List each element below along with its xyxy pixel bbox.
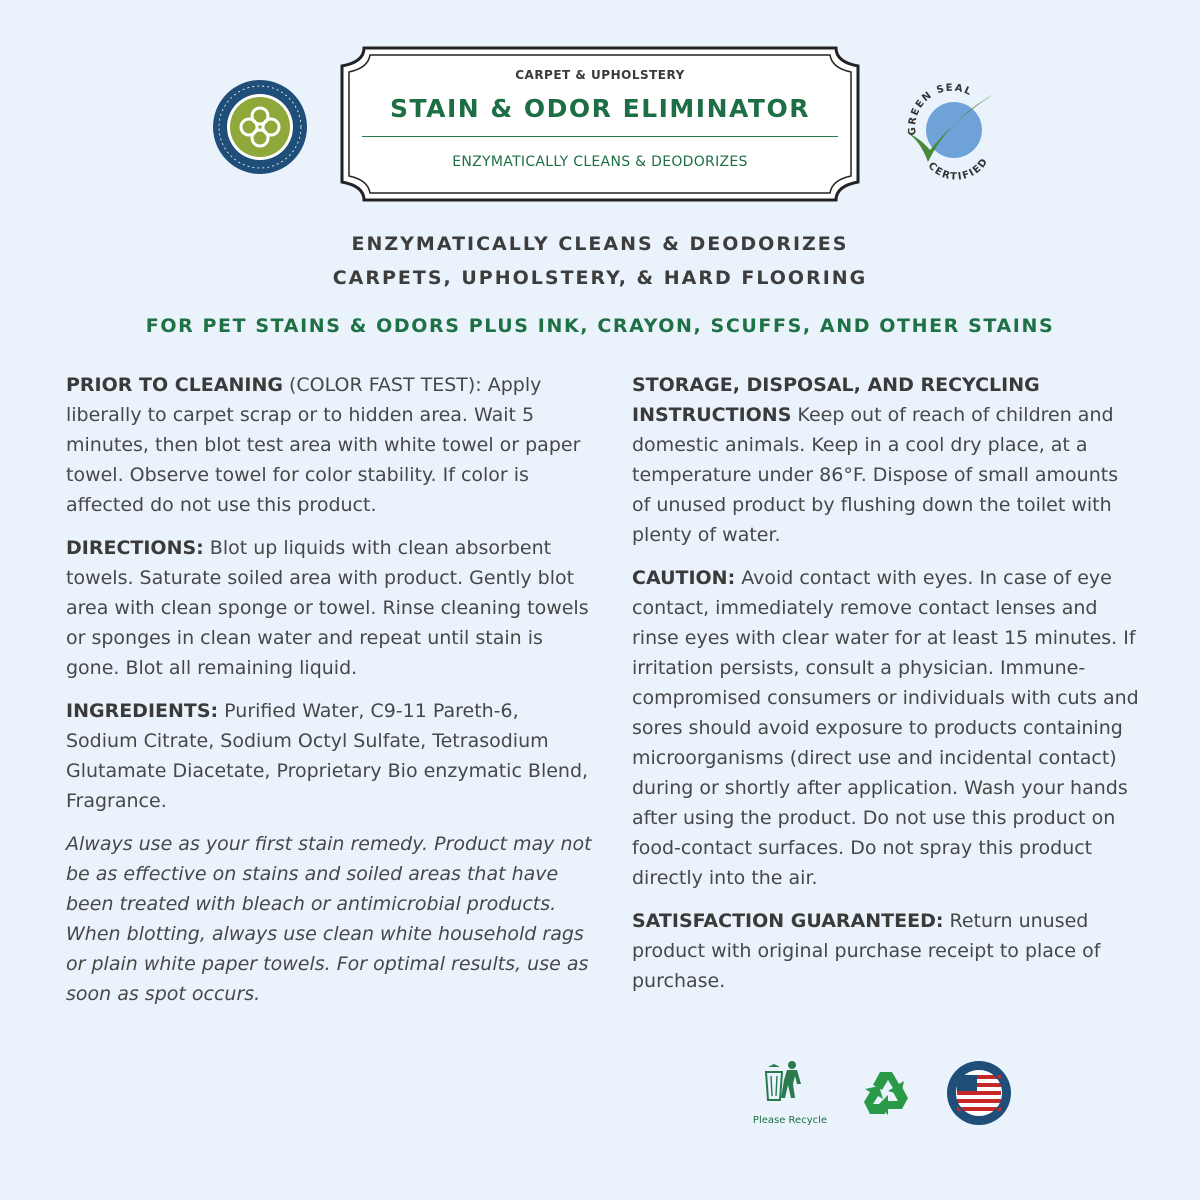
prior-to-cleaning-section: [66, 370, 594, 520]
green-seal-top-text: GREEN SEAL: [906, 82, 974, 136]
label-divider: [362, 136, 838, 137]
satisfaction-heading: SATISFACTION GUARANTEED:: [632, 910, 944, 932]
satisfaction-body: Return unused product with original purchase receipt to place of purchase.: [632, 910, 1101, 992]
green-seal-certified-icon: [898, 80, 1002, 180]
green-seal-bottom-text: CERTIFIED: [925, 155, 991, 180]
storage-body: Keep out of reach of children and domestic animals. Keep in a cool dry place, at a temperature under 86°F. Dispose of small amounts of unused product by flushing down the toilet with plenty of water.: [632, 404, 1119, 546]
tagline-surfaces: CARPETS, UPHOLSTERY, & HARD FLOORING: [332, 267, 868, 289]
recycle-symbol-icon: [858, 1068, 914, 1124]
made-in-usa-icon: [946, 1060, 1012, 1126]
bottom-icons: [740, 1056, 1040, 1136]
right-column: [632, 370, 1140, 1009]
prior-heading: PRIOR TO CLEANING: [66, 374, 283, 396]
directions-body: Blot up liquids with clean absorbent towels. Saturate soiled area with product. Gently blot area with clean sponge or towel. Rinse cleaning towels or sponges in clean water and repeat until stain is gone. Blot all remaining liquid.: [66, 537, 589, 679]
storage-section: [632, 370, 1140, 550]
label-title: STAIN & ODOR ELIMINATOR: [390, 94, 810, 123]
label-subtitle: ENZYMATICALLY CLEANS & DEODORIZES: [452, 154, 748, 170]
left-column: [66, 370, 594, 1022]
tagline-cleans: ENZYMATICALLY CLEANS & DEODORIZES: [351, 233, 849, 255]
product-label-frame: [340, 46, 860, 202]
satisfaction-section: [632, 906, 1140, 996]
ingredients-heading: INGREDIENTS:: [66, 700, 219, 722]
cri-seal-icon: [211, 78, 309, 176]
ingredients-body: Purified Water, C9-11 Pareth-6, Sodium Citrate, Sodium Octyl Sulfate, Tetrasodium Glutamate Diacetate, Proprietary Bio enzymatic Blend, Fragrance.: [66, 700, 589, 812]
please-recycle-caption: Please Recycle: [752, 1115, 828, 1126]
storage-heading: STORAGE, DISPOSAL, AND RECYCLING INSTRUCTIONS: [632, 374, 1040, 426]
prior-body: (COLOR FAST TEST): Apply liberally to carpet scrap or to hidden area. Wait 5 minutes, then blot test area with white towel or paper towel. Observe towel for color stability. If color is affected do not use this product.: [66, 374, 581, 516]
directions-section: [66, 533, 594, 683]
label-category: CARPET & UPHOLSTERY: [515, 68, 685, 82]
caution-body: Avoid contact with eyes. In case of eye contact, immediately remove contact lenses and rinse eyes with clear water for at least 15 minutes. If irritation persists, consult a physician. Immune-compromised consumers or individuals with cuts and sores should avoid exposure to products containing microorganisms (direct use and incidental contact) during or shortly after application. Wash your hands after using the product. Do not use this product on food-contact surfaces. Do not spray this product directly into the air.: [632, 567, 1139, 889]
tagline-stains: FOR PET STAINS & ODORS PLUS INK, CRAYON, SCUFFS, AND OTHER STAINS: [145, 315, 1055, 337]
please-recycle-icon: [740, 1056, 840, 1134]
svg-text:CERTIFIED: [926, 156, 991, 180]
caution-heading: CAUTION:: [632, 567, 736, 589]
usage-note: Always use as your first stain remedy. Product may not be as effective on stains and soiled areas that have been treated with bleach or antimicrobial products. When blotting, always use clean white household rags or plain white paper towels. For optimal results, use as soon as spot occurs.: [66, 833, 592, 1005]
caution-section: [632, 563, 1140, 893]
directions-heading: DIRECTIONS:: [66, 537, 204, 559]
ingredients-section: [66, 696, 594, 816]
